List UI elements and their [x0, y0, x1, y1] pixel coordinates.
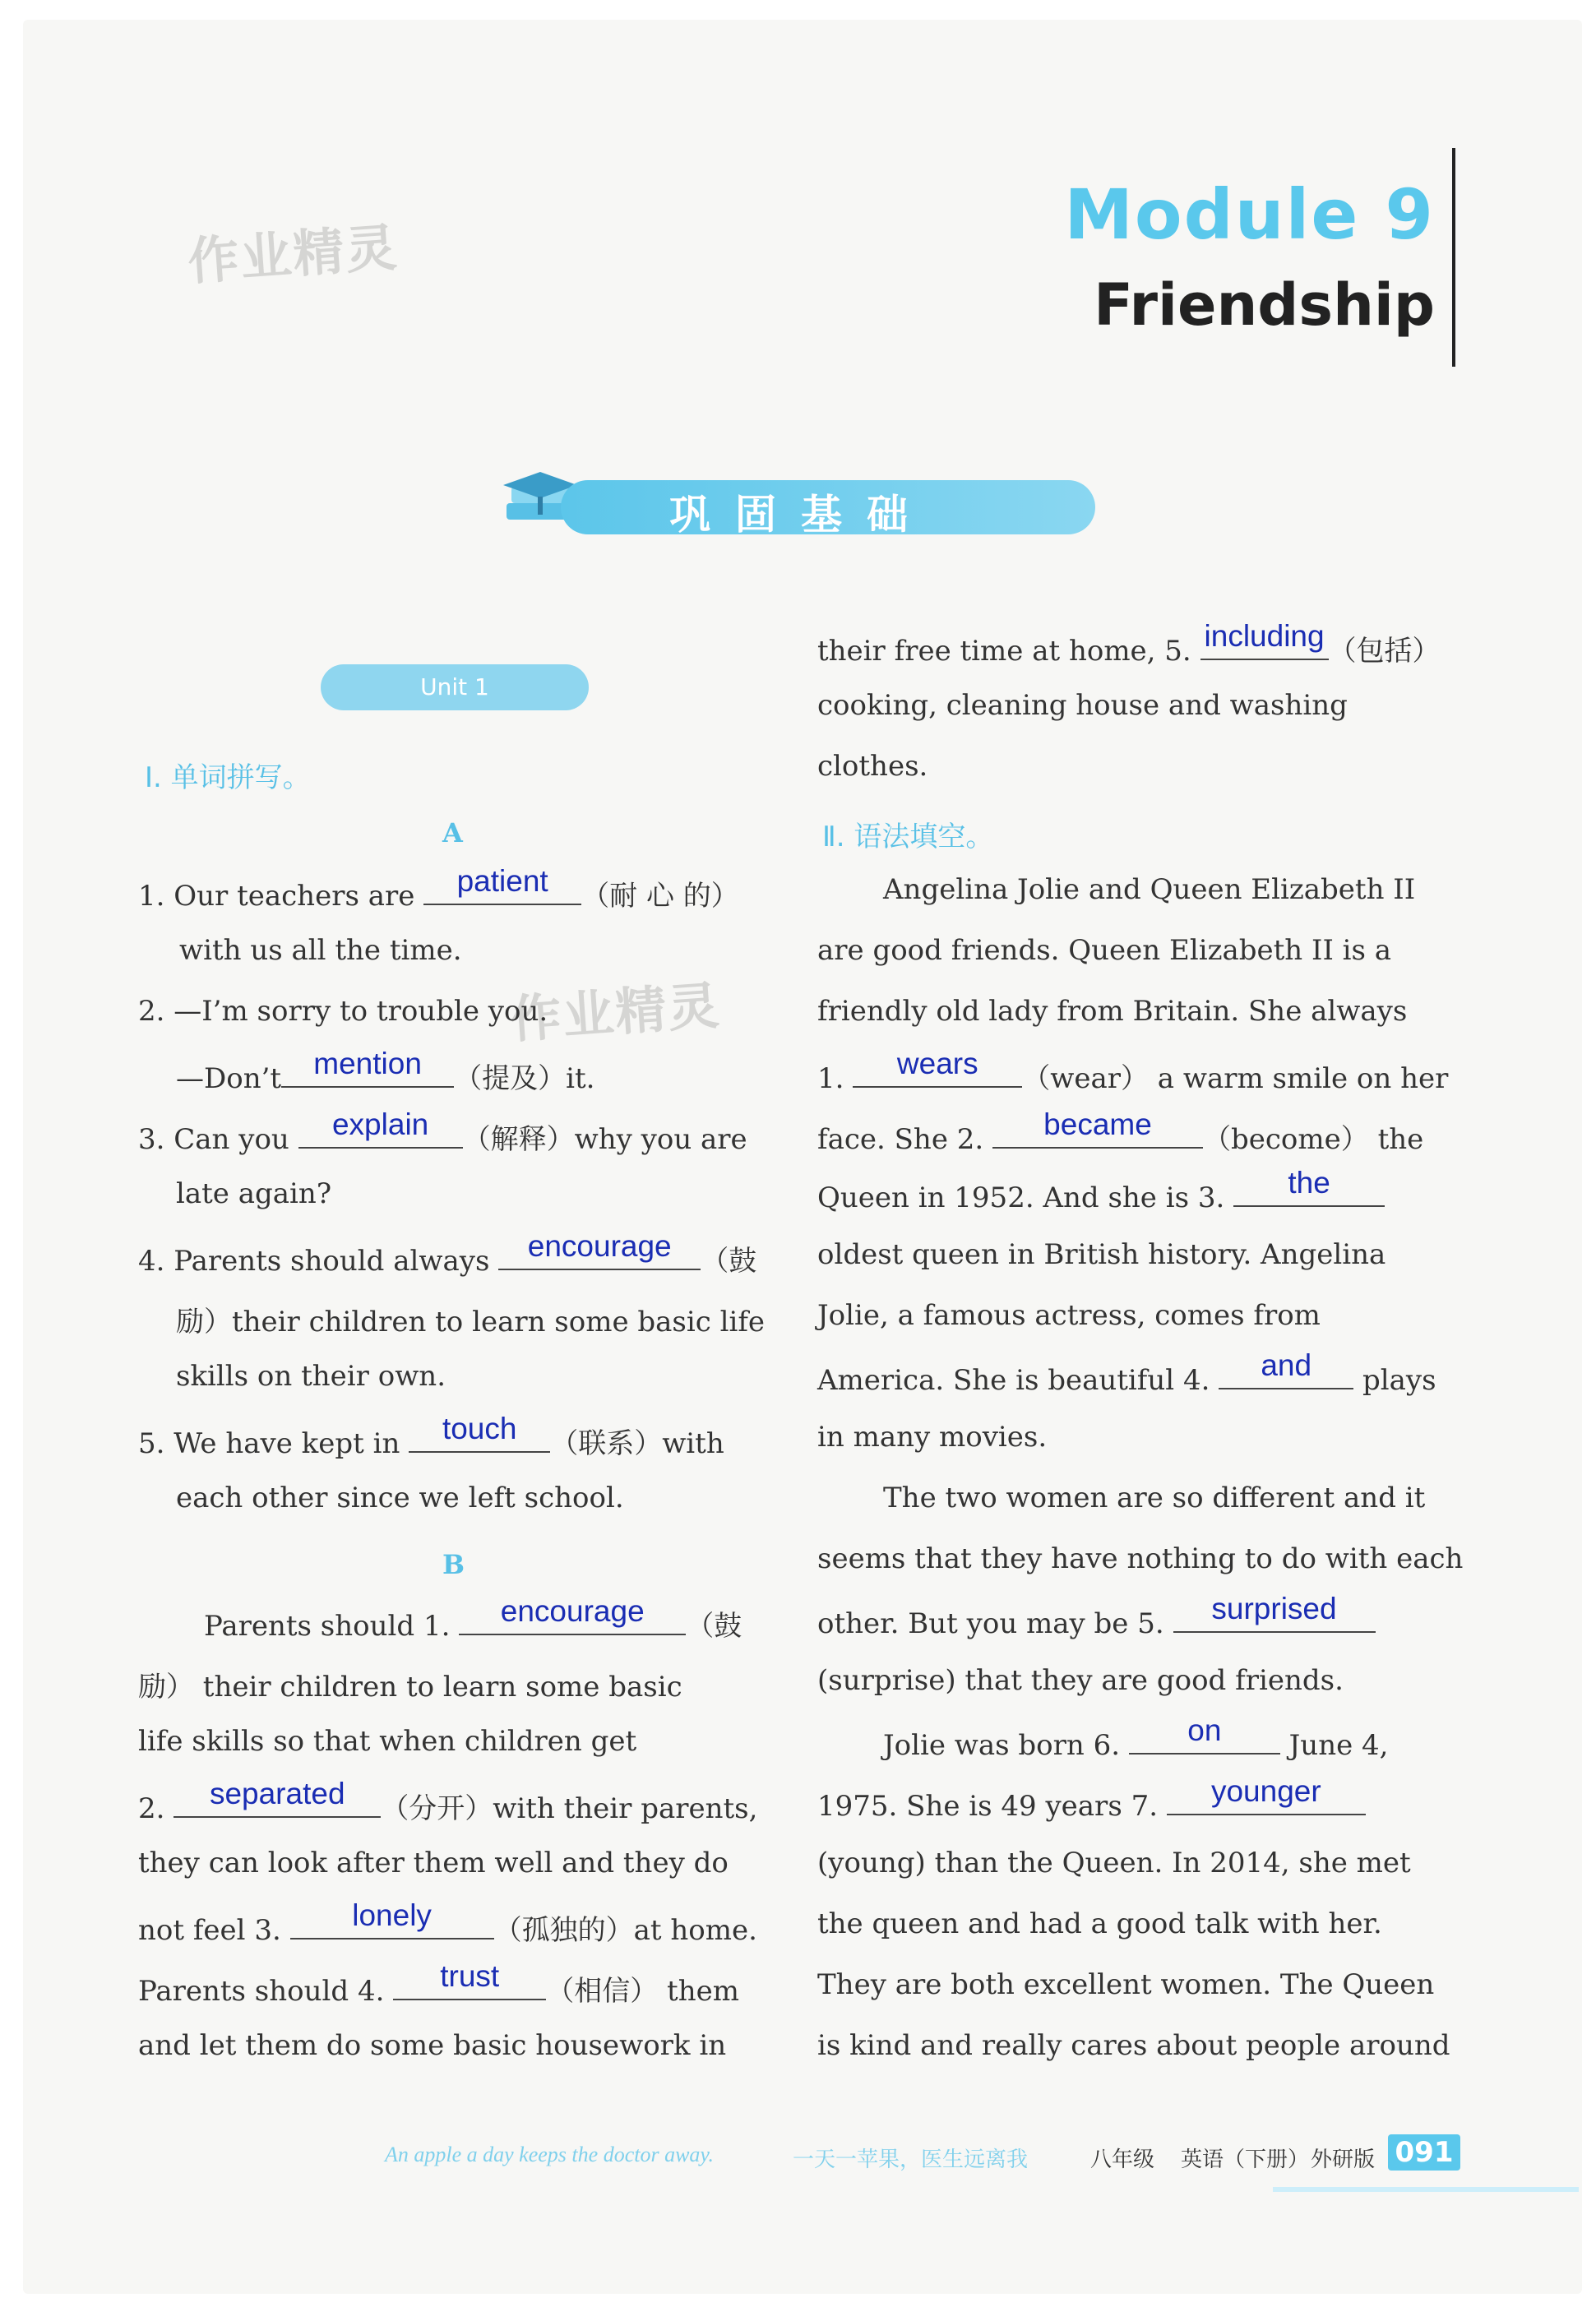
- page-number: 091: [1388, 2134, 1460, 2171]
- answer-5[interactable]: touch: [442, 1412, 517, 1445]
- passage-b-line-10: cooking, cleaning house and washing: [817, 689, 1348, 722]
- item-4-cont: 励）their children to learn some basic life: [176, 1306, 766, 1338]
- footer-proverb-en: An apple a day keeps the doctor away.: [385, 2143, 715, 2166]
- passage-b-line-9: their free time at home, 5. including （包括）: [817, 619, 1441, 668]
- section-banner-title: 巩固基础: [669, 491, 932, 539]
- passage-c-line-3: friendly old lady from Britain. She always: [817, 995, 1408, 1028]
- passage-c-line-17: (young) than the Queen. In 2014, she met: [817, 1847, 1411, 1879]
- passage-c-line-14: (surprise) that they are good friends.: [817, 1664, 1344, 1697]
- passage-b-line-8: and let them do some basic housework in: [138, 2029, 727, 2062]
- item-3: 3. Can you explain （解释）why you are: [138, 1107, 747, 1156]
- passage-c-line-2: are good friends. Queen Elizabeth II is a: [817, 934, 1392, 967]
- item-2-reply: —Don’t mention （提及）it.: [176, 1047, 595, 1095]
- item-5: 5. We have kept in touch （联系）with: [138, 1412, 724, 1460]
- answer-b3[interactable]: lonely: [352, 1898, 432, 1932]
- footer-bar: [1273, 2187, 1579, 2192]
- answer-c7[interactable]: younger: [1210, 1774, 1321, 1808]
- passage-c-line-16: 1975. She is 49 years 7. younger: [817, 1786, 1366, 1823]
- watermark-logo: 作业精灵: [186, 217, 400, 292]
- page-sheet: [23, 20, 1582, 2294]
- answer-2[interactable]: mention: [313, 1047, 422, 1080]
- passage-c-line-6: Queen in 1952. And she is 3. the: [817, 1177, 1385, 1214]
- passage-b-line-5: they can look after them well and they do: [138, 1847, 729, 1879]
- passage-c-line-4: 1. wears （wear） a warm smile on her: [817, 1047, 1449, 1095]
- answer-b5[interactable]: including: [1204, 619, 1325, 653]
- answer-b1[interactable]: encourage: [500, 1594, 645, 1628]
- answer-1[interactable]: patient: [456, 864, 548, 898]
- section-heading-1: Ⅰ. 单词拼写。: [145, 761, 311, 794]
- passage-b-line-4: 2. separated （分开）with their parents,: [138, 1777, 758, 1825]
- passage-b-line-3: life skills so that when children get: [138, 1725, 637, 1758]
- passage-b-line-7: Parents should 4. trust （相信） them: [138, 1959, 739, 2008]
- passage-c-line-19: They are both excellent women. The Queen: [817, 1968, 1435, 2001]
- answer-c2[interactable]: became: [1043, 1107, 1152, 1141]
- answer-3[interactable]: explain: [331, 1107, 429, 1141]
- footer-edition: 外研版: [1311, 2147, 1376, 2172]
- section-heading-2: Ⅱ. 语法填空。: [822, 821, 994, 853]
- passage-c-line-7: oldest queen in British history. Angelina: [817, 1238, 1386, 1271]
- answer-b2[interactable]: separated: [209, 1777, 345, 1810]
- passage-c-line-10: in many movies.: [817, 1421, 1048, 1454]
- passage-c-line-20: is kind and really cares about people around: [817, 2029, 1450, 2062]
- passage-c-line-9: America. She is beautiful 4. and plays: [817, 1348, 1436, 1397]
- passage-c-line-15: Jolie was born 6. on June 4,: [883, 1713, 1389, 1762]
- passage-b-line-2: 励） their children to learn some basic: [138, 1671, 682, 1704]
- item-1-cont: with us all the time.: [179, 934, 462, 967]
- passage-c-line-5: face. She 2. became （become） the: [817, 1107, 1424, 1156]
- passage-b-line-6: not feel 3. lonely （孤独的）at home.: [138, 1898, 757, 1947]
- item-1: 1. Our teachers are patient （耐 心 的）: [138, 864, 739, 913]
- item-2: 2. —I’m sorry to trouble you.: [138, 995, 548, 1028]
- watermark-logo: 作业精灵: [508, 975, 723, 1050]
- footer-grade: 八年级: [1090, 2147, 1155, 2172]
- item-4-cont2: skills on their own.: [176, 1360, 446, 1393]
- answer-c6[interactable]: on: [1187, 1713, 1222, 1747]
- answer-c1[interactable]: wears: [896, 1047, 978, 1080]
- answer-4[interactable]: encourage: [527, 1229, 672, 1263]
- passage-c-line-13: other. But you may be 5. surprised: [817, 1603, 1376, 1640]
- answer-b4[interactable]: trust: [440, 1959, 500, 1993]
- passage-b-line-1: Parents should 1. encourage （鼓: [204, 1594, 742, 1643]
- answer-c4[interactable]: and: [1261, 1348, 1312, 1382]
- module-title: Module 9: [1064, 174, 1435, 255]
- answer-c5[interactable]: surprised: [1211, 1592, 1337, 1625]
- part-a-label: A: [442, 817, 463, 848]
- divider: [1452, 148, 1455, 367]
- unit-label: Unit 1: [321, 664, 589, 710]
- item-4: 4. Parents should always encourage （鼓: [138, 1229, 757, 1278]
- part-b-label: B: [442, 1549, 465, 1580]
- passage-c-line-1: Angelina Jolie and Queen Elizabeth II: [883, 873, 1416, 906]
- passage-c-line-11: The two women are so different and it: [883, 1482, 1426, 1514]
- item-5-cont: each other since we left school.: [176, 1482, 624, 1514]
- passage-c-line-8: Jolie, a famous actress, comes from: [817, 1299, 1321, 1332]
- module-subtitle: Friendship: [1094, 271, 1435, 339]
- passage-c-line-18: the queen and had a good talk with her.: [817, 1907, 1382, 1940]
- footer-proverb-cn: 一天一苹果，医生远离我: [793, 2147, 1029, 2172]
- passage-b-line-11: clothes.: [817, 750, 928, 783]
- item-3-cont: late again?: [176, 1177, 332, 1210]
- passage-c-line-12: seems that they have nothing to do with each: [817, 1542, 1464, 1575]
- footer-subject: 英语（下册）: [1181, 2147, 1310, 2172]
- answer-c3[interactable]: the: [1288, 1166, 1330, 1200]
